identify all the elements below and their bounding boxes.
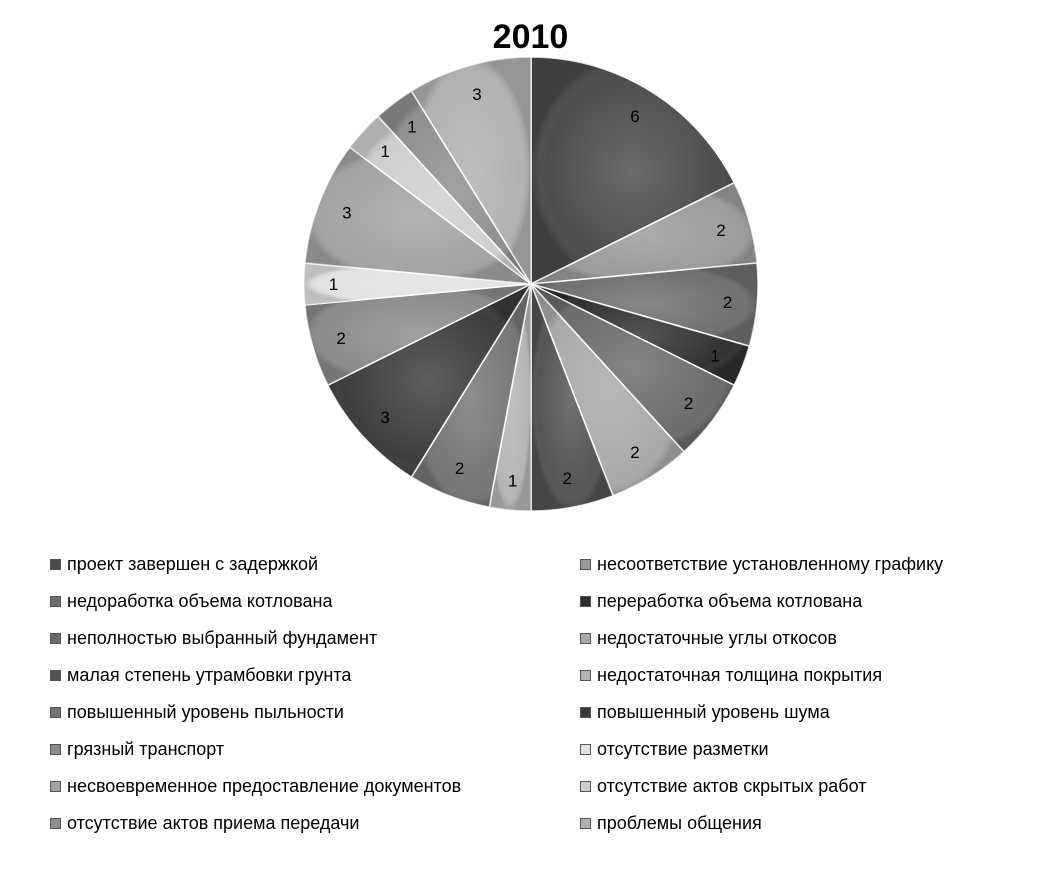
pie-data-label: 6 [630,107,640,127]
legend-swatch [580,781,591,792]
legend-swatch [50,818,61,829]
legend-label: недостаточные углы откосов [597,628,837,648]
legend-label: отсутствие разметки [597,739,769,759]
legend-label: повышенный уровень шума [597,702,830,722]
legend-swatch [580,633,591,644]
pie-data-label: 2 [454,459,465,479]
pie-data-label: 2 [683,394,694,414]
legend-swatch [580,670,591,681]
legend-item [580,583,1050,620]
legend-label: проблемы общения [597,813,762,833]
legend-label: недоработка объема котлована [67,591,333,611]
legend-swatch [580,744,591,755]
legend-item [580,768,1050,805]
legend-item [580,731,1050,768]
legend-item [580,694,1050,731]
legend-label: отсутствие актов скрытых работ [597,776,867,796]
legend-item [580,805,1050,842]
legend-item [50,657,580,694]
legend-item [50,583,580,620]
legend-label: несоответствие установленному графику [597,554,944,574]
legend-item [580,657,1050,694]
pie-data-label: 2 [722,293,733,313]
legend-label: отсутствие актов приема передачи [67,813,360,833]
pie-data-label: 3 [342,203,352,223]
legend-item [50,694,580,731]
pie-data-label: 1 [508,471,518,491]
legend-swatch [580,707,591,718]
legend-swatch [50,596,61,607]
legend-swatch [580,818,591,829]
legend-label: грязный транспорт [67,739,225,759]
pie-data-label: 3 [380,408,390,428]
legend-item [50,768,580,805]
pie-data-label: 1 [328,275,339,294]
legend-item [50,620,580,657]
legend-swatch [50,633,61,644]
legend-swatch [50,670,61,681]
legend-swatch [50,707,61,718]
legend-swatch [580,559,591,570]
pie-data-label: 1 [407,117,417,137]
pie-data-label: 2 [336,329,346,349]
legend-swatch [50,781,61,792]
pie-slices [304,57,758,511]
legend [50,546,1050,842]
legend-label: повышенный уровень пыльности [67,702,344,722]
legend-item [50,546,580,583]
legend-swatch [580,596,591,607]
legend-swatch [50,744,61,755]
legend-label: проект завершен с задержкой [67,554,319,574]
legend-item [50,805,580,842]
chart-title: 2010 [492,18,569,56]
legend-label: переработка объема котлована [597,591,863,611]
pie-data-label: 1 [710,346,720,366]
legend-label: неполностью выбранный фундамент [67,628,378,648]
legend-swatch [50,559,61,570]
legend-label: малая степень утрамбовки грунта [67,665,352,685]
pie-data-label: 2 [562,469,573,489]
pie-data-label: 2 [630,442,640,462]
legend-item [580,546,1050,583]
pie-data-label: 2 [716,220,726,240]
pie-data-label: 1 [380,141,390,161]
pie-data-label: 3 [472,85,482,105]
legend-label: несвоевременное предоставление документов [67,776,462,796]
legend-item [50,731,580,768]
legend-label: недостаточная толщина покрытия [597,665,883,685]
legend-item [580,620,1050,657]
